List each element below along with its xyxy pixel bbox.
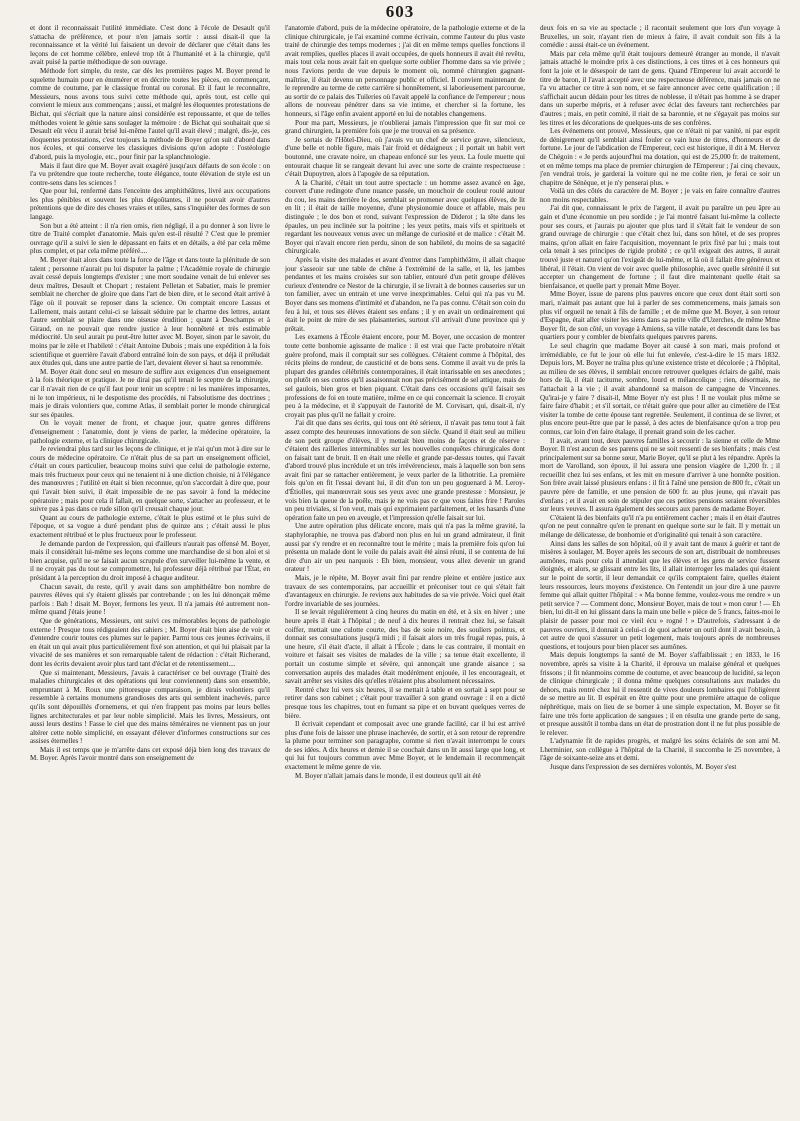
paragraph: Mais il faut dire que M. Boyer avait exagéré jusqu'aux défauts de son école : on l'a vu prétendre que toute recherche, toute élégance, toute élévation de style est un contre-sens dans les sciences ! (30, 161, 270, 187)
paragraph: On le voyait mener de front, et chaque jour, quatre genres différens d'enseignement : l'anatomie, dont je viens de parler, la médecine opératoire, la pathologie externe, et la clinique chirurgicale. (30, 419, 270, 445)
paragraph: Une autre opération plus délicate encore, mais qui n'a pas la même gravité, la staphyloraphie, ne trouva pas d'abord non plus en lui un grand admirateur, il finit aussi par s'y rendre et en reconnaître tout le mérite ; mais la première fois qu'on lui présenta un malade dont le voile du palais avait été ainsi réuni, il se contenta de lui dire d'un air un peu narquois : Eh bien, monsieur, vous allez devenir un grand orateur ! (285, 522, 525, 574)
article-columns (30, 24, 780, 1114)
paragraph: J'ai dit que, connaissant le prix de l'argent, il avait pu paraître un peu âpre au gain et d'une économie un peu sordide ; je l'ai montré faisant lui-même la collecte pour ses cours, et j'aurais pu ajouter que plus tard il s'était fait le vendeur de son grand ouvrage de chirurgie : que c'était chez lui, dans son hôtel, et de ses propres mains, qu'on allait en faire l'acquisition, moyennant le prix fixé par lui ; mais tout cela tenait à ses principes de rigide probité ; ce qu'il exigeait des autres, il aurait trouvé juste et naturel qu'on l'exigeât de lui-même, et là où il fallait être généreux et libéral, il l'était. On vient de voir avec quelle philosophie, avec quelle sérénité il sut accepter un changement de fortune ; il faut dire maintenant quelle était sa bienfaisance, et quelle part y prenait Mme Boyer. (540, 204, 780, 290)
paragraph: Que pour lui, renfermé dans l'enceinte des amphithéâtres, livré aux occupations les plus pénibles et souvent les plus dégoûtantes, il ne pouvait avoir d'autres prétentions que de dire des choses vraies et utiles, sans s'inquiéter des formes de son langage. (30, 187, 270, 222)
paragraph: Ainsi dans les salles de son hôpital, où il y avait tant de maux à guérir et tant de misères à soulager, M. Boyer après les secours de son art, distribuait de nombreuses aumônes, mais pour cela il attendait que les élèves et les gens de service fussent éloignés, et alors, se glissant entre les lits, il allait interroger les malades qui étaient sur le point de sortir, il leur demandait ce qu'ils comptaient faire, quelles étaient leurs ressources, leurs moyens d'existence. On l'entendit un jour dire à une pauvre femme qui allait quitter l'hôpital : « Ma bonne femme, voulez-vous me rendre » un petit service ? — Comment donc, Monsieur Boyer, mais de tout » mon cœur ! — Eh bien, lui dit-il en lui glissant dans la main une belle » pièce de 5 francs, faites-moi le plaisir de passer pour moi ce vieil écu » rogné ! » D'autrefois, s'adressant à de pauvres ouvriers, il donnait à celui-ci de quoi acheter un outil dont il avait besoin, à cet autre de quoi s'assurer un petit logement, mais toujours après de nombreuses questions, et toujours pour bien placer ses aumônes. (540, 539, 780, 651)
page-number: 603 (385, 2, 415, 21)
paragraph: Il écrivait cependant et composait avec une grande facilité, car il lui est arrivé plus d'une fois de laisser une phrase inachevée, de sortir, et à son retour de reprendre la plume pour terminer son paragraphe, comme si rien n'avait interrompu le cours de ses idées. A dix heures et demie il se couchait dans un lit aussi large que long, et qui lui fut toujours commun avec Mme Boyer, et le lendemain il recommençait exactement le même genre de vie. (285, 720, 525, 772)
paragraph: Rentré chez lui vers six heures, il se mettait à table et en sortait à sept pour se retirer dans son cabinet ; c'était pour travailler à son grand ouvrage : il en a dicté presque tous les chapitres, tout en fumant sa pipe et en buvant quelques verres de bière. (285, 685, 525, 720)
paragraph: Chacun savait, du reste, qu'il y avait dans son amphithéâtre bon nombre de pauvres élèves qui s'y étaient glissés par contrebande ; on les lui dénonçait même parfois : Bah ! disait M. Boyer, fermons les yeux. Il n'a jamais été autrement non-même quand j'étais jeune ! (30, 582, 270, 617)
paragraph: et dont il reconnaissait l'utilité immédiate. C'est donc à l'école de Desault qu'il s'attacha de préférence, et pour n'en jamais sortir : aussi disait-il que la reconnaissance et la vérité lui faisaient un devoir de déclarer que c'était dans les leçons de cet homme célèbre, enlevé trop tôt à l'humanité et à la chirurgie, qu'il avait puisé la partie méthodique de son ouvrage. (30, 24, 270, 67)
paragraph: C'étaient là des bienfaits qu'il n'a pu entièrement cacher ; mais il en était d'autres qu'on ne peut connaître qu'en le prenant en quelque sorte sur le fait. Il y mettait un mélange de délicatesse, de bonhomie et d'originalité qui tenait à son caractère. (540, 513, 780, 540)
paragraph: Que de générations, Messieurs, ont suivi ces mémorables leçons de pathologie externe ! Presque tous rédigeaient des cahiers ; M. Boyer était bien aise de voir et d'entendre courir toutes ces plumes sur le papier. Parmi tous ces jeunes écrivains, il en était un qui avait plus particulièrement fixé son attention, et qui lui plaisait par la vivacité de ses manières et son remarquable talent de rédaction : c'était Richerand, dont les écrits devaient avoir plus tard tant d'éclat et de retentissement.... (30, 616, 270, 668)
column-right (540, 24, 780, 1114)
paragraph: Voilà un des côtés du caractère de M. Boyer ; je vais en faire connaître d'autres non moins respectables. (540, 187, 780, 204)
paragraph: deux fois en sa vie au spectacle ; il racontait seulement que lors d'un voyage à Bruxelles, un soir, n'ayant rien de mieux à faire, il avait conduit son fils à la comédie : aussi était-ce un événement. (540, 24, 780, 50)
paragraph: A la Charité, c'était un tout autre spectacle : un homme assez avancé en âge, couvert d'une redingote d'une nuance passée, un mouchoir de couleur roulé autour du cou, les mains derrière le dos, semblait se promener avec quelques élèves, de lit en lit ; il était de taille moyenne, d'une physionomie douce et affable, mais peu distinguée ; le dos bon et rond, suivant l'expression de Diderot ; la tête dans les épaules, un peu inclinée sur la poitrine ; les yeux petits, mais vifs et spirituels et regardant les nouveaux venus avec un mélange de curiosité et de malice : c'était M. Boyer qui n'avait encore rien perdu, sinon de son habileté, du moins de sa sagacité chirurgicale. (285, 178, 525, 256)
paragraph: Pour ma part, Messieurs, je n'oublierai jamais l'impression que fit sur moi ce grand chirurgien, la première fois que je me trouvai en sa présence. (285, 118, 525, 136)
column-left (30, 24, 270, 1114)
paragraph: Je demande pardon de l'expression, qui d'ailleurs n'aurait pas offensé M. Boyer, mais il considérait lui-même ses leçons comme une marchandise de si bon aloi et si bien acquise, qu'il ne se faisait aucun scrupule d'en surveiller lui-même la vente, et il ne croyait pas du tout se compromettre, lui professeur déjà rétribué par l'État, en présidant à la perception du droit imposé à chaque auditeur. (30, 539, 270, 582)
paragraph: Méthode fort simple, du reste, car dès les premières pages M. Boyer prend le squelette humain pour en énumérer et en décrire toutes les pièces, en commençant, comme de coutume, par le classique frontal ou coronal. Et il faut le reconnaître, Messieurs, nous avons tous suivi cette méthode qui, après tout, est celle qui convient le mieux aux commençans ; aussi, et malgré les éloquentes protestations de Bichat, qui s'écriait que la nature ainsi considérée est repoussante, et que de telles méthodes voient le génie sans soulager la mémoire : de Bichat qui souhaitait que si Desault eût vécu il aurait brisé lui-même l'autel qu'il avait élevé ; malgré, dis-je, ces éloquentes protestations, c'est toujours la méthode de Boyer qu'on suit d'abord dans nos écoles, et qui conserve les classiques divisions qu'on adopte : l'ostéologie d'abord, puis la myologie, etc., pour finir par la splanchnologie. (30, 66, 270, 161)
paragraph: Mais, je le répète, M. Boyer avait fini par rendre pleine et entière justice aux travaux de ses contemporains, par accueillir et préconiser tout ce qui s'était fait d'avantageux en chirurgie. Je reviens aux habitudes de sa vie privée. Voici quel était l'ordre invariable de ses journées. (285, 574, 525, 608)
paragraph: Il avait, avant tout, deux pauvres familles à secourir : la sienne et celle de Mme Boyer. Il n'est aucun de ses parens qui ne se soit ressenti de ses bienfaits ; mais c'est principalement sur sa bonne sœur, Marie Boyer, qu'il se plut à les répandre. Après la mort de Varolland, son époux, il lui assura une pension viagère de 1,200 fr. ; il recueillit chez lui ses enfans, et les mit en mesure d'arriver à une honnête position. Son frère avait laissé plusieurs enfans : il fit à l'aîné une pension de 800 fr., c'était un pauvre père de famille, et une pension de 600 fr. au plus jeune, qui n'avait pas d'enfans ; et il avait en soin de stipuler que ces petites pensions seraient réversibles sur leurs veuves. Il assura également des secours aux parens de madame Boyer. (540, 436, 780, 514)
paragraph: Je reviendrai plus tard sur les leçons de clinique, et je n'ai qu'un mot à dire sur le cours de médecine opératoire. Ce n'était plus de sa part un enseignement officiel, c'était un cours particulier, beaucoup moins suivi que celui de pathologie externe, mais très fructueux pour ceux qui ne tenaient ni à une diction choisie, ni à l'élégance des manœuvres ; l'utilité en était si bien reconnue, qu'on s'accordait à dire que, pour qui l'avait bien suivi, il était impossible de ne pas savoir à fond la médecine opératoire ; mais pour cela il fallait, en quelque sorte, s'attacher au professeur, et le suivre pas à pas dans ce rude sillon qu'il creusait chaque jour. (30, 445, 270, 514)
paragraph: Après la visite des malades et avant d'entrer dans l'amphithéâtre, il allait chaque jour s'asseoir sur une table de chêne à l'extrémité de la salle, et là, les jambes pendantes et les mains croisées sur son tablier, entouré d'un petit groupe d'élèves curieux d'entendre ce Nestor de la chirurgie, il se livrait à de bonnes causeries sur un ton familier, avec un entrain et une verve inexprimables. Celui qui n'a pas vu M. Boyer dans ses momens d'intimité et d'abandon, ne l'a pas connu. C'était son coin du feu à lui, et tous ses élèves étaient ses enfans ; il y en avait un ordinairement qui était le point de mire de ses plaisanteries, surtout s'il arrivait d'une province qui y prêtait. (285, 256, 525, 333)
paragraph: Que si maintenant, Messieurs, j'avais à caractériser ce bel ouvrage (Traité des maladies chirurgicales et des opérations qui leur conviennent) dans son ensemble, empruntant à M. Roux une pittoresque comparaison, je dirais volontiers qu'il ressemble à certains monumens grandioses des arts qui semblent inachevés, parce qu'ils sont dépouillés d'ornemens, et qui n'en frappent pas moins par leurs belles lignes architecturales et par leur noble simplicité. Mais les livres, Messieurs, ont aussi leurs destins ! Fasse le ciel que des mains téméraires ne viennent pas un jour altérer cette noble simplicité, en essayant d'élever d'informes constructions sur ces assises éternelles ! (30, 668, 270, 746)
column-middle (285, 24, 525, 1114)
paragraph: Les événemens ont prouvé, Messieurs, que ce n'était ni par vanité, ni par esprit de dénigrement qu'il semblait ainsi fouler ce vain luxe de titres, d'honneurs et de fortune. Le jour de l'abdication de l'Empereur, ceci est historique, il dit à M. Hervez de Chégoin : « Je perds aujourd'hui ma dotation, qui est de 25,000 fr. de traitement, et en même temps ma place de premier chirurgien de l'Empereur ; j'ai cinq chevaux, j'en vendrai trois, je garderai la voiture qui ne me coûte rien, je ferai ce soir un chapitre de Sénèque, et je n'y penserai plus. » (540, 127, 780, 187)
paragraph: M. Boyer était donc seul en mesure de suffire aux exigences d'un enseignement à la fois théorique et pratique. Je ne dirai pas qu'il tenait le sceptre de la chirurgie, car il n'avait rien de ce qu'il faut pour tenir un sceptre : ni les manières imposantes, ni le ton impérieux, ni le despotisme des procédés, ni l'absolutisme des doctrines ; mais je dirais volontiers que, comme Atlas, il semblait porter le monde chirurgical sur ses épaules. (30, 367, 270, 419)
paragraph: Mais depuis longtemps la santé de M. Boyer s'affaiblissait ; en 1833, le 16 novembre, après sa visite à la Charité, il éprouva un malaise général et quelques frissons ; il fit néanmoins comme de coutume, et avec beaucoup de lucidité, sa leçon de clinique chirurgicale ; il donna même quelques consultations aux malades du dehors, mais rentré chez lui il ressentit de vives douleurs lombaires qui l'obligèrent de se mettre au lit. Il espérait en être quitte pour une première attaque de colique néphrétique, mais on lieu de se borner à une simple expectation, M. Boyer se fit faire une très forte application de sangsues ; il en résulta une grande perte de sang, et presque aussitôt il tomba dans un état de prostration dont il ne fut plus possible de le relever. (540, 651, 780, 737)
paragraph: Jusque dans l'expression de ses dernières volontés, M. Boyer s'est (550, 763, 737, 772)
paragraph: Mais il est temps que je m'arrête dans cet exposé déjà bien long des travaux de M. Boyer. Après l'avoir montré dans son enseignement de (30, 745, 270, 763)
paragraph: Je sortais de l'Hôtel-Dieu, où j'avais vu un chef de service grave, silencieux, d'une belle et noble figure, mais l'air froid et dédaigneux ; il portait un habit vert boutonné, une cravate noire, un chapeau enfoncé sur les yeux. La foule muette qui entourait chaque lit se rangeait devant lui avec une sorte de crainte respectueuse : c'était Dupuytren, alors à l'apogée de sa réputation. (285, 135, 525, 179)
paragraph: Le seul chagrin que madame Boyer ait causé à son mari, mais profond et irrémédiable, ce fut le jour où elle lui fut enlevée, c'est-à-dire le 15 mars 1832. Depuis lors, M. Boyer ne traîna plus qu'une existence triste et décolorée ; à l'hôpital, au milieu de ses élèves, il semblait encore retrouver quelques éclairs de gaîté, mais hors de là, il était taciturne, sombre, lourd et mélancolique ; rien, désormais, ne l'attachait à la vie ; il avait abandonné sa maison de campagne de Vincennes. Qu'irai-je y faire ? disait-il, Mme Boyer n'y est plus ! Il ne voulait plus même se faire faire d'habit ; et s'il sortait, ce n'était guère que pour aller au cimetière de l'Est visiter la tombe de cette épouse tant regrettée. Seulement, il continua de se livrer, et plus encore peut-être que par le passé, à des actes de bienfaisance qu'on a trop peu connus, car loin d'en faire étalage, il prenait grand soin de les cacher. (540, 341, 780, 436)
paragraph: Mais par cela même qu'il était toujours demeuré étranger au monde, il n'avait jamais attaché le moindre prix à ces distinctions, à ces titres et à ces honneurs qui font la joie et le désespoir de tant de gens. Quand l'Empereur lui avait accordé le titre de baron, il l'avait accepté avec une respectueuse déférence, mais jamais on ne l'a vu attacher ce titre à son nom, et se faire annoncer avec cette qualification ; il s'affichait aucun dédain pour les titres de noblesse, il n'était pas homme à se draper dans un superbe mépris, et à refuser avec éclat des faveurs tant recherchées par d'autres ; mais, en petit comité, il riait de sa baronnie, et ne s'égayait pas moins sur les titres et les décorations de quelques-uns de ses confrères. (540, 49, 780, 127)
paragraph: Mme Boyer, issue de parens plus pauvres encore que ceux dont était sorti son mari, n'aimait pas autant que lui à parler de ses commencemens, mais jamais son plus vif orgueil ne tenait à fils de famille ; et de même que M. Boyer, à son retour d'Espagne, était aller visiter les siens dans sa petite ville d'Uzerches, de même Mme Boyer fit, de son côté, un voyage à Amiens, sa ville natale, et descendit dans les bas quartiers pour y combler de bienfaits quelques pauvres parens. (540, 290, 780, 342)
paragraph: J'ai dit que dans ses écrits, qui tous ont été sérieux, il n'avait pas tenu tout à fait assez compte des heureuses innovations de son siècle. Quand il était seul au milieu de son petit groupe d'élèves, il y mettait bien moins de façons et de réserve : c'étaient des railleries interminables sur les nouvelles conquêtes chirurgicales dont on faisait tant de bruit. Il en était une réelle et grande par-dessus toutes, qui l'avait d'abord trouvé plus incrédule et un très irrévérencieux, mais à laquelle son bon sens avait fini par se rattacher entièrement, je veux parler de la lithotritie. La première fois qu'on en fit l'essai devant lui, il dit d'un ton un peu goguenard à M. Leroy-d'Étiolles, qui manœuvrait sous ses yeux avec une grande prestesse : Monsieur, je vois bien la queue de la poêle, mais je ne vois pas ce que vous faites frire ! Paroles un peu triviales, si l'on veut, mais qui exprimaient parfaitement, et les hasards d'une opération faite un peu en aveugle, et l'impression qu'elle faisait sur lui. (285, 419, 525, 522)
paragraph: M. Boyer n'allait jamais dans le monde, il est douteux qu'il ait été (295, 771, 481, 780)
paragraph: Quant au cours de pathologie externe, c'était le plus estimé et le plus suivi de l'époque, et sa vogue a duré pendant plus de quinze ans ; c'était aussi le plus exactement rétribué et le plus fructueux pour le professeur. (30, 513, 270, 540)
paragraph: l'anatomie d'abord, puis de la médecine opératoire, de la pathologie externe et de la clinique chirurgicale, je l'ai examiné comme écrivain, comme l'auteur du plus vaste traité de chirurgie des temps modernes ; j'ai dit en même temps quelles fonctions il avait remplies, quelles places il avait occupées, de quels honneurs il avait été revêtu, mais tout cela nous avait fait en quelque sorte oublier l'homme dans sa vie privée ; nous l'avions perdu de vue depuis le moment où, nommé chirurgien gagnant-maîtrise, il était devenu un personnage public et officiel. Il convient maintenant de le reprendre au terme de cette carrière si honnêtement, si laborieusement parcourue, au sortir de ce palais des Tuileries où l'avait appelé la confiance de l'empereur ; nous allons de nouveau pénétrer dans sa vie intime, et chercher si la fortune, les honneurs, si l'âge enfin avaient apporté en lui de notables changemens. (285, 24, 525, 118)
paragraph: Les examens à l'École étaient encore, pour M. Boyer, une occasion de montrer toute cette bonhomie agissante de malice : il est vrai que l'acte probatoire n'était guère profond, mais il comptait sur ses collègues. C'étaient comme à l'hôpital, des récits pleins de rondeur, de causticité et de bons sens. Comme il avait vu de près la plupart des grandes célébrités contemporaines, il était intarissable en ses anecdotes ; on plutôt en ses contes qu'il assaisonnait non pas précisément de sel attique, mais de sel gaulois, bien gros et bien piquant. C'était dans ces occasions qu'il faisait ses professions de foi en toute matière, même en ce qui concernait la science. Il croyait peu à la médecine, et il s'appuyait de l'autorité de M. Corvisart, qui, disait-il, n'y croyait pas plus qu'il ne fallait y croire. (285, 333, 525, 419)
paragraph: M. Boyer était alors dans toute la force de l'âge et dans toute la plénitude de son talent ; personne n'aurait pu lui disputer la palme ; l'Académie royale de chirurgie avait cessé depuis longtemps d'exister ; une mort soudaine venait de lui enlever ses deux maîtres, Desault et Chopart ; restaient Pelletan et Sabatier, mais le premier semblait ne chercher de gloire que dans l'art de bien dire, et le second était arrivé à l'âge où il pouvait se reposer dans la science. On comptait encore Lassus et Lallement, mais autant celui-ci se laissait séduire par le charme des lettres, autant l'autre semblait se plaire dans une oiseuse érudition ; quant à Deschamps et à Giraud, on ne pouvait que rendre justice à leur honnêteté et très estimable médiocrité. Un seul aurait pu peut-être lutter avec M. Boyer, sinon par le savoir, du moins par le zèle et l'habileté : c'était Antoine Dubois ; mais une expédition à la fois scientifique et guerrière l'avait d'abord entraîné loin de son pays, et déjà il préludait aux études qui, dans une autre partie de l'art, devaient élever si haut sa renommée. (30, 256, 270, 368)
paragraph: Son but a été atteint : il n'a rien omis, rien négligé, il a pu donner à son livre le titre de Traité complet d'anatomie. Mais qu'en est-il résulté ? C'est que le premier ouvrage qu'il a suivi le sien le dépassant en faits et en détails, a été par cela même plus complet, et par cela même préféré.... (30, 221, 270, 256)
paragraph: Il se levait régulièrement à cinq heures du matin en été, et à six en hiver ; une heure après il était à l'hôpital ; de neuf à dix heures il rentrait chez lui, se faisait coiffer, mettait une culotte courte, des bas de soie noire, des souliers pointus, et donnait ses consultations jusqu'à midi ; il faisait alors un très frugal repas, puis, à une heure, s'il était d'acte, il allait à l'École ; dans le cas contraire, il montait en voiture et faisait ses visites de malades de la ville ; sa tenue était excellente, il portait un costume simple et sévère, qui annonçait une grande aisance ; sa conversation auprès des malades était modérément enjouée, il les encourageait, et savait arrêter ses visites dès qu'elles n'étaient plus absolument nécessaires. (285, 608, 525, 686)
paragraph: L'adynamie fit de rapides progrès, et malgré les soins éclairés de son ami M. Lherminier, son collègue à l'hôpital de la Charité, il succomba le 25 novembre, à l'âge de soixante-seize ans et demi. (540, 737, 780, 763)
